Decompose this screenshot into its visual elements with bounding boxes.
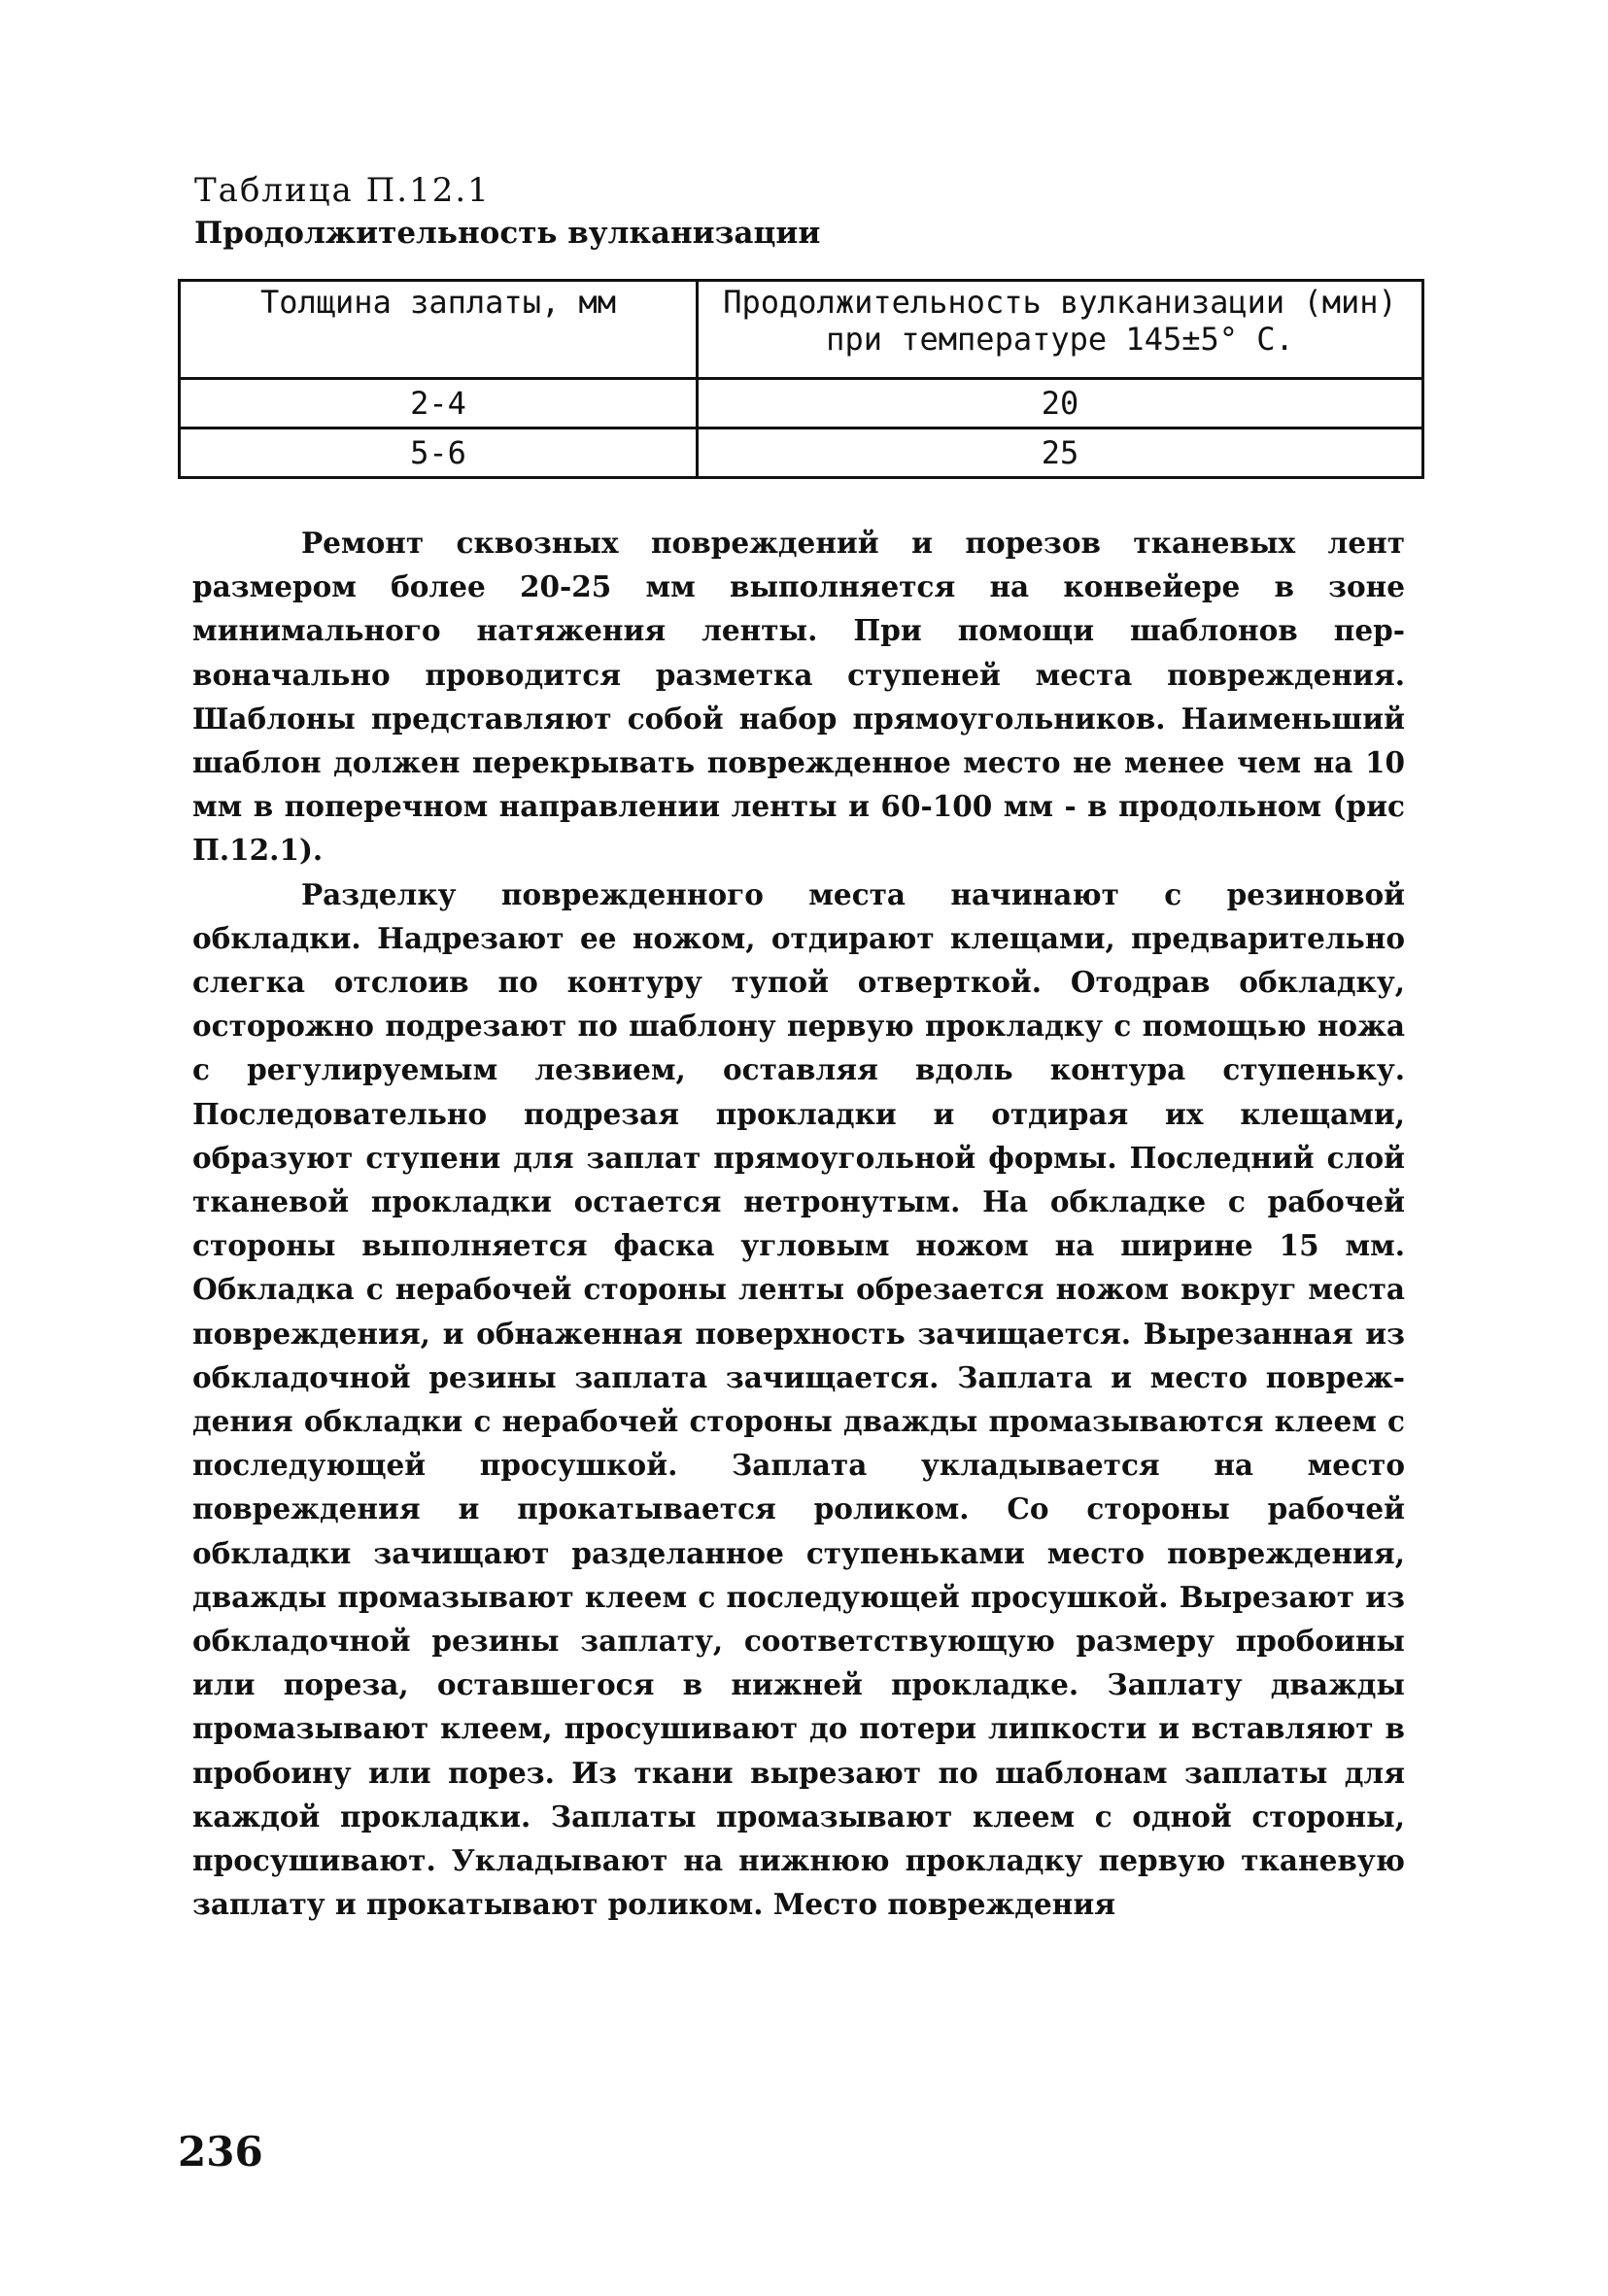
table-row — [180, 428, 1423, 478]
header-thickness: Толщина заплаты, мм — [180, 281, 698, 379]
paragraph: Ремонт сквозных повреждений и порезов тканевых лент размером более 20-25 мм выполняется на конвейере в зоне минимального натяжения ленты. При помощи шаблонов первоначально проводится разметка ступеней места повреждения. Шаблоны представляют собой набор прямоугольников. Наименьший шаблон должен перекрывать поврежденное место не менее чем на 10 мм в поперечном направлении ленты и 60-100 мм - в продольном (рис П.12.1). — [192, 526, 1405, 868]
page-number: 236 — [178, 2128, 263, 2176]
table-caption-number: Таблица П.12.1 — [194, 171, 491, 210]
table-caption-title: Продолжительность вулканизации — [194, 216, 821, 251]
table-header-row — [180, 281, 1423, 379]
header-duration: Продолжительность вулканизации (мин) при температуре 145±5° С. — [698, 281, 1423, 379]
table-row — [180, 379, 1423, 428]
cell-duration: 20 — [698, 379, 1423, 428]
paragraph: Разделку поврежденного места начинают с резиновой обкладки. Надрезают ее ножом, отдирают клещами, предварительно слегка отслоив по контуру тупой отверткой. Отодрав обкладку, осторожно подрезают по шаблону первую прокладку с помощью ножа с регулируемым лезвием, оставляя вдоль контура ступеньку. Последовательно подрезая прокладки и отдирая их клещами, образуют ступени для заплат прямоугольной формы. Последний слой тканевой прокладки остается нетронутым. На обкладке с рабочей стороны выполняется фаска угловым ножом на ширине 15 мм. Обкладка с нерабочей стороны ленты обрезается ножом вокруг места повреждения, и обнаженная поверхность зачищается. Вырезанная из обкладочной резины заплата зачищается. Заплата и место повреждения обкладки с нерабочей стороны дважды промазываются клеем с последующей просушкой. Заплата укладывается на место повреждения и прокатывается роликом. Со стороны рабочей обкладки зачищают разделанное ступеньками место повреждения, дважды промазывают клеем с последующей просушкой. Вырезают из обкладочной резины заплату, соответствующую размеру пробоины или пореза, оставшегося в нижней прокладке. Заплату дважды промазывают клеем, просушивают до потери липкости и вставляют в пробоину или порез. Из ткани вырезают по шаблонам заплаты для каждой прокладки. Заплаты промазывают клеем с одной стороны, просушивают. Укладывают на нижнюю прокладку первую тканевую заплату и прокатывают роликом. Место повреждения — [192, 876, 1405, 1922]
cell-thickness: 5-6 — [180, 428, 698, 478]
cell-duration: 25 — [698, 428, 1423, 478]
cell-thickness: 2-4 — [180, 379, 698, 428]
vulcanization-table — [178, 279, 1424, 479]
body-text — [192, 521, 1405, 1927]
